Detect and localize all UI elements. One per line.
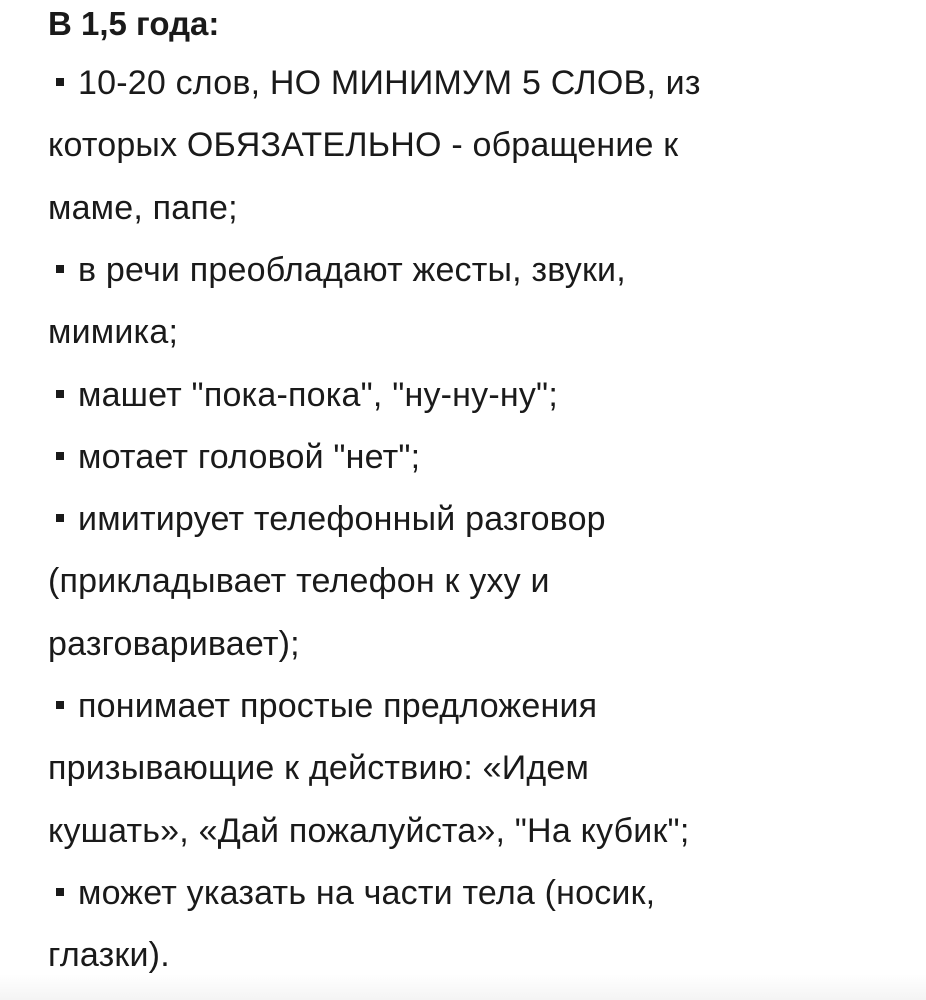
bullet-marker-icon [56, 701, 64, 709]
bullet-line [48, 371, 558, 419]
bullet-marker-icon [56, 265, 64, 273]
bullet-line [48, 433, 420, 481]
bullet-line [48, 869, 655, 917]
line-text: (прикладывает телефон к уху и [48, 562, 550, 600]
continuation-line [48, 308, 178, 356]
line-text: призывающие к действию: «Идем [48, 749, 590, 787]
line-text: понимает простые предложения [78, 687, 598, 725]
line-text: разговаривает); [48, 625, 300, 663]
line-text: которых ОБЯЗАТЕЛЬНО - обращение к [48, 126, 679, 164]
bullet-marker-icon [56, 452, 64, 460]
section-heading: В 1,5 года: [48, 5, 220, 42]
line-text: мотает головой "нет"; [78, 438, 421, 476]
continuation-line [48, 931, 170, 979]
bullet-line [48, 682, 597, 730]
continuation-line [48, 620, 300, 668]
line-text: 10-20 слов, НО МИНИМУМ 5 СЛОВ, из [78, 64, 701, 102]
bullet-line [48, 246, 626, 294]
line-text: может указать на части тела (носик, [78, 874, 656, 912]
bullet-line [48, 59, 701, 107]
bottom-fade [0, 974, 926, 1000]
line-text: в речи преобладают жесты, звуки, [78, 251, 626, 289]
line-text: кушать», «Дай пожалуйста», "На кубик"; [48, 812, 690, 850]
continuation-line [48, 121, 678, 169]
continuation-line [48, 744, 589, 792]
bullet-line [48, 495, 606, 543]
line-text: мимика; [48, 313, 179, 351]
continuation-line [48, 807, 689, 855]
line-text: маме, папе; [48, 189, 238, 227]
continuation-line [48, 184, 238, 232]
bullet-marker-icon [56, 78, 64, 86]
bullet-marker-icon [56, 390, 64, 398]
bullet-marker-icon [56, 514, 64, 522]
continuation-line [48, 557, 550, 605]
line-text: имитирует телефонный разговор [78, 500, 606, 538]
bullet-marker-icon [56, 888, 64, 896]
line-text: глазки). [48, 936, 170, 974]
line-text: машет "пока-пока", "ну-ну-ну"; [78, 376, 558, 414]
